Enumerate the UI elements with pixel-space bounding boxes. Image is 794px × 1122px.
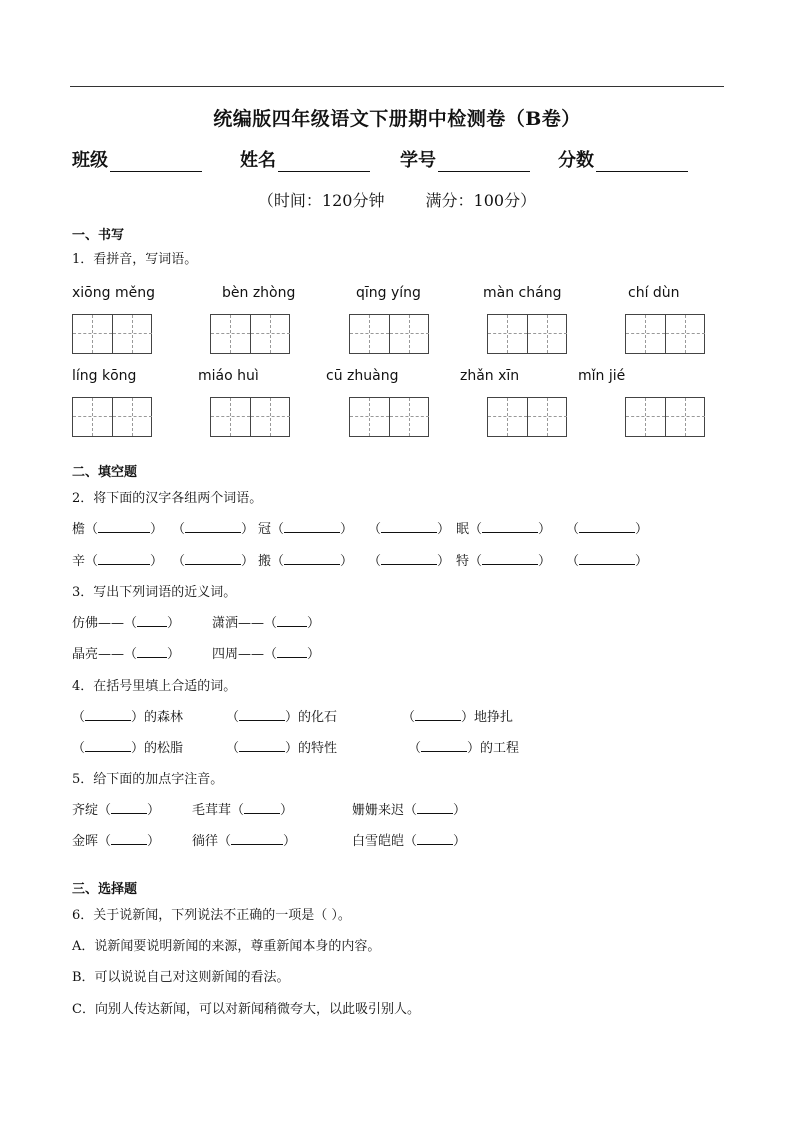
pinyin-label: màn cháng (483, 285, 562, 301)
name-blank[interactable] (278, 151, 370, 172)
q3-prompt: 3．写出下列词语的近义词。 (72, 585, 237, 600)
answer-blank[interactable] (124, 616, 180, 631)
header-rule (70, 86, 724, 87)
q2-row: 辛（ ） （ ） 搬（ ） （ ） 特（ ） （ ） (72, 550, 672, 568)
student-id-blank[interactable] (438, 151, 530, 172)
score-field[interactable]: 分数 (558, 146, 688, 172)
q6-option-c[interactable]: C．向别人传达新闻，可以对新闻稍微夸大，以此吸引别人。 (72, 1002, 420, 1017)
pinyin-label: qīng yíng (356, 285, 421, 301)
answer-blank[interactable] (566, 554, 648, 569)
answer-blank[interactable] (124, 647, 180, 662)
answer-blank[interactable] (98, 803, 160, 818)
pinyin-label: bèn zhòng (222, 285, 296, 301)
q1-prompt: 1．看拼音，写词语。 (72, 252, 198, 267)
answer-blank[interactable] (271, 522, 353, 537)
class-blank[interactable] (110, 151, 202, 172)
answer-blank[interactable] (404, 803, 466, 818)
answer-blank[interactable] (368, 522, 450, 537)
pinyin-label: líng kōng (72, 368, 137, 384)
answer-blank[interactable] (231, 803, 293, 818)
q3-row: 仿佛——（ ） 潇洒——（ ） (72, 612, 372, 630)
score-blank[interactable] (596, 151, 688, 172)
pinyin-label: zhǎn xīn (460, 368, 520, 384)
answer-blank[interactable] (264, 647, 320, 662)
q6-option-b[interactable]: B．可以说说自己对这则新闻的看法。 (72, 970, 290, 985)
pinyin-label: mǐn jié (578, 368, 626, 384)
page-title: 统编版四年级语文下册期中检测卷（B卷） (213, 108, 581, 130)
answer-blank[interactable] (226, 710, 298, 725)
answer-blank[interactable] (368, 554, 450, 569)
name-field[interactable]: 姓名 (240, 146, 370, 172)
answer-blank[interactable] (404, 834, 466, 849)
answer-blank[interactable] (226, 741, 298, 756)
answer-blank[interactable] (98, 834, 160, 849)
writing-grid[interactable] (210, 397, 290, 437)
answer-blank[interactable] (72, 710, 144, 725)
writing-grid[interactable] (625, 314, 705, 354)
answer-blank[interactable] (402, 710, 474, 725)
q4-row: （ ）的松脂 （ ） 的特性 （ ） 的工程 (72, 737, 572, 755)
writing-grid[interactable] (625, 397, 705, 437)
answer-blank[interactable] (85, 554, 163, 569)
answer-blank[interactable] (218, 834, 296, 849)
q3-row: 晶亮——（ ） 四周——（ ） (72, 643, 372, 661)
pinyin-label: xiōng měng (72, 285, 155, 301)
section-multiple-choice: 三、选择题 (72, 882, 138, 897)
answer-blank[interactable] (469, 522, 551, 537)
section-writing: 一、书写 (72, 228, 125, 243)
q2-row: 檐（ ） （ ） 冠（ ） （ ） 眠（ ） （ ） (72, 518, 672, 536)
writing-grid[interactable] (349, 314, 429, 354)
q6-prompt: 6．关于说新闻，下列说法不正确的一项是（ ）。 (72, 908, 351, 923)
q6-option-a[interactable]: A．说新闻要说明新闻的来源，尊重新闻本身的内容。 (72, 939, 381, 954)
full-score-text: 满分：100分） (425, 191, 537, 210)
writing-grid[interactable] (487, 314, 567, 354)
answer-blank[interactable] (72, 741, 144, 756)
q5-row: 齐绽（ ） 毛茸茸（ ） 姗姗来迟（ ） (72, 799, 572, 817)
q4-prompt: 4．在括号里填上合适的词。 (72, 679, 237, 694)
q2-prompt: 2．将下面的汉字各组两个词语。 (72, 491, 263, 506)
answer-blank[interactable] (172, 522, 254, 537)
writing-grid[interactable] (487, 397, 567, 437)
answer-blank[interactable] (469, 554, 551, 569)
class-field[interactable]: 班级 (72, 146, 202, 172)
pinyin-label: cū zhuàng (326, 368, 399, 384)
writing-grid[interactable] (72, 397, 152, 437)
writing-grid[interactable] (349, 397, 429, 437)
student-info-line (72, 146, 712, 174)
pinyin-label: chí dùn (628, 285, 680, 301)
answer-blank[interactable] (264, 616, 320, 631)
q5-prompt: 5．给下面的加点字注音。 (72, 772, 224, 787)
writing-grid[interactable] (210, 314, 290, 354)
answer-blank[interactable] (566, 522, 648, 537)
time-score-line (0, 188, 794, 211)
q4-row: （ ）的森林 （ ） 的化石 （ ） 地挣扎 (72, 706, 572, 724)
time-text: （时间：120分钟 (257, 191, 385, 210)
student-id-field[interactable]: 学号 (400, 146, 530, 172)
writing-grid[interactable] (72, 314, 152, 354)
q5-row: 金晖（ ） 徜徉（ ） 白雪皑皑（ ） (72, 830, 572, 848)
answer-blank[interactable] (408, 741, 480, 756)
section-fill-blank: 二、填空题 (72, 465, 138, 480)
answer-blank[interactable] (85, 522, 163, 537)
answer-blank[interactable] (271, 554, 353, 569)
pinyin-label: miáo huì (198, 368, 259, 384)
answer-blank[interactable] (172, 554, 254, 569)
